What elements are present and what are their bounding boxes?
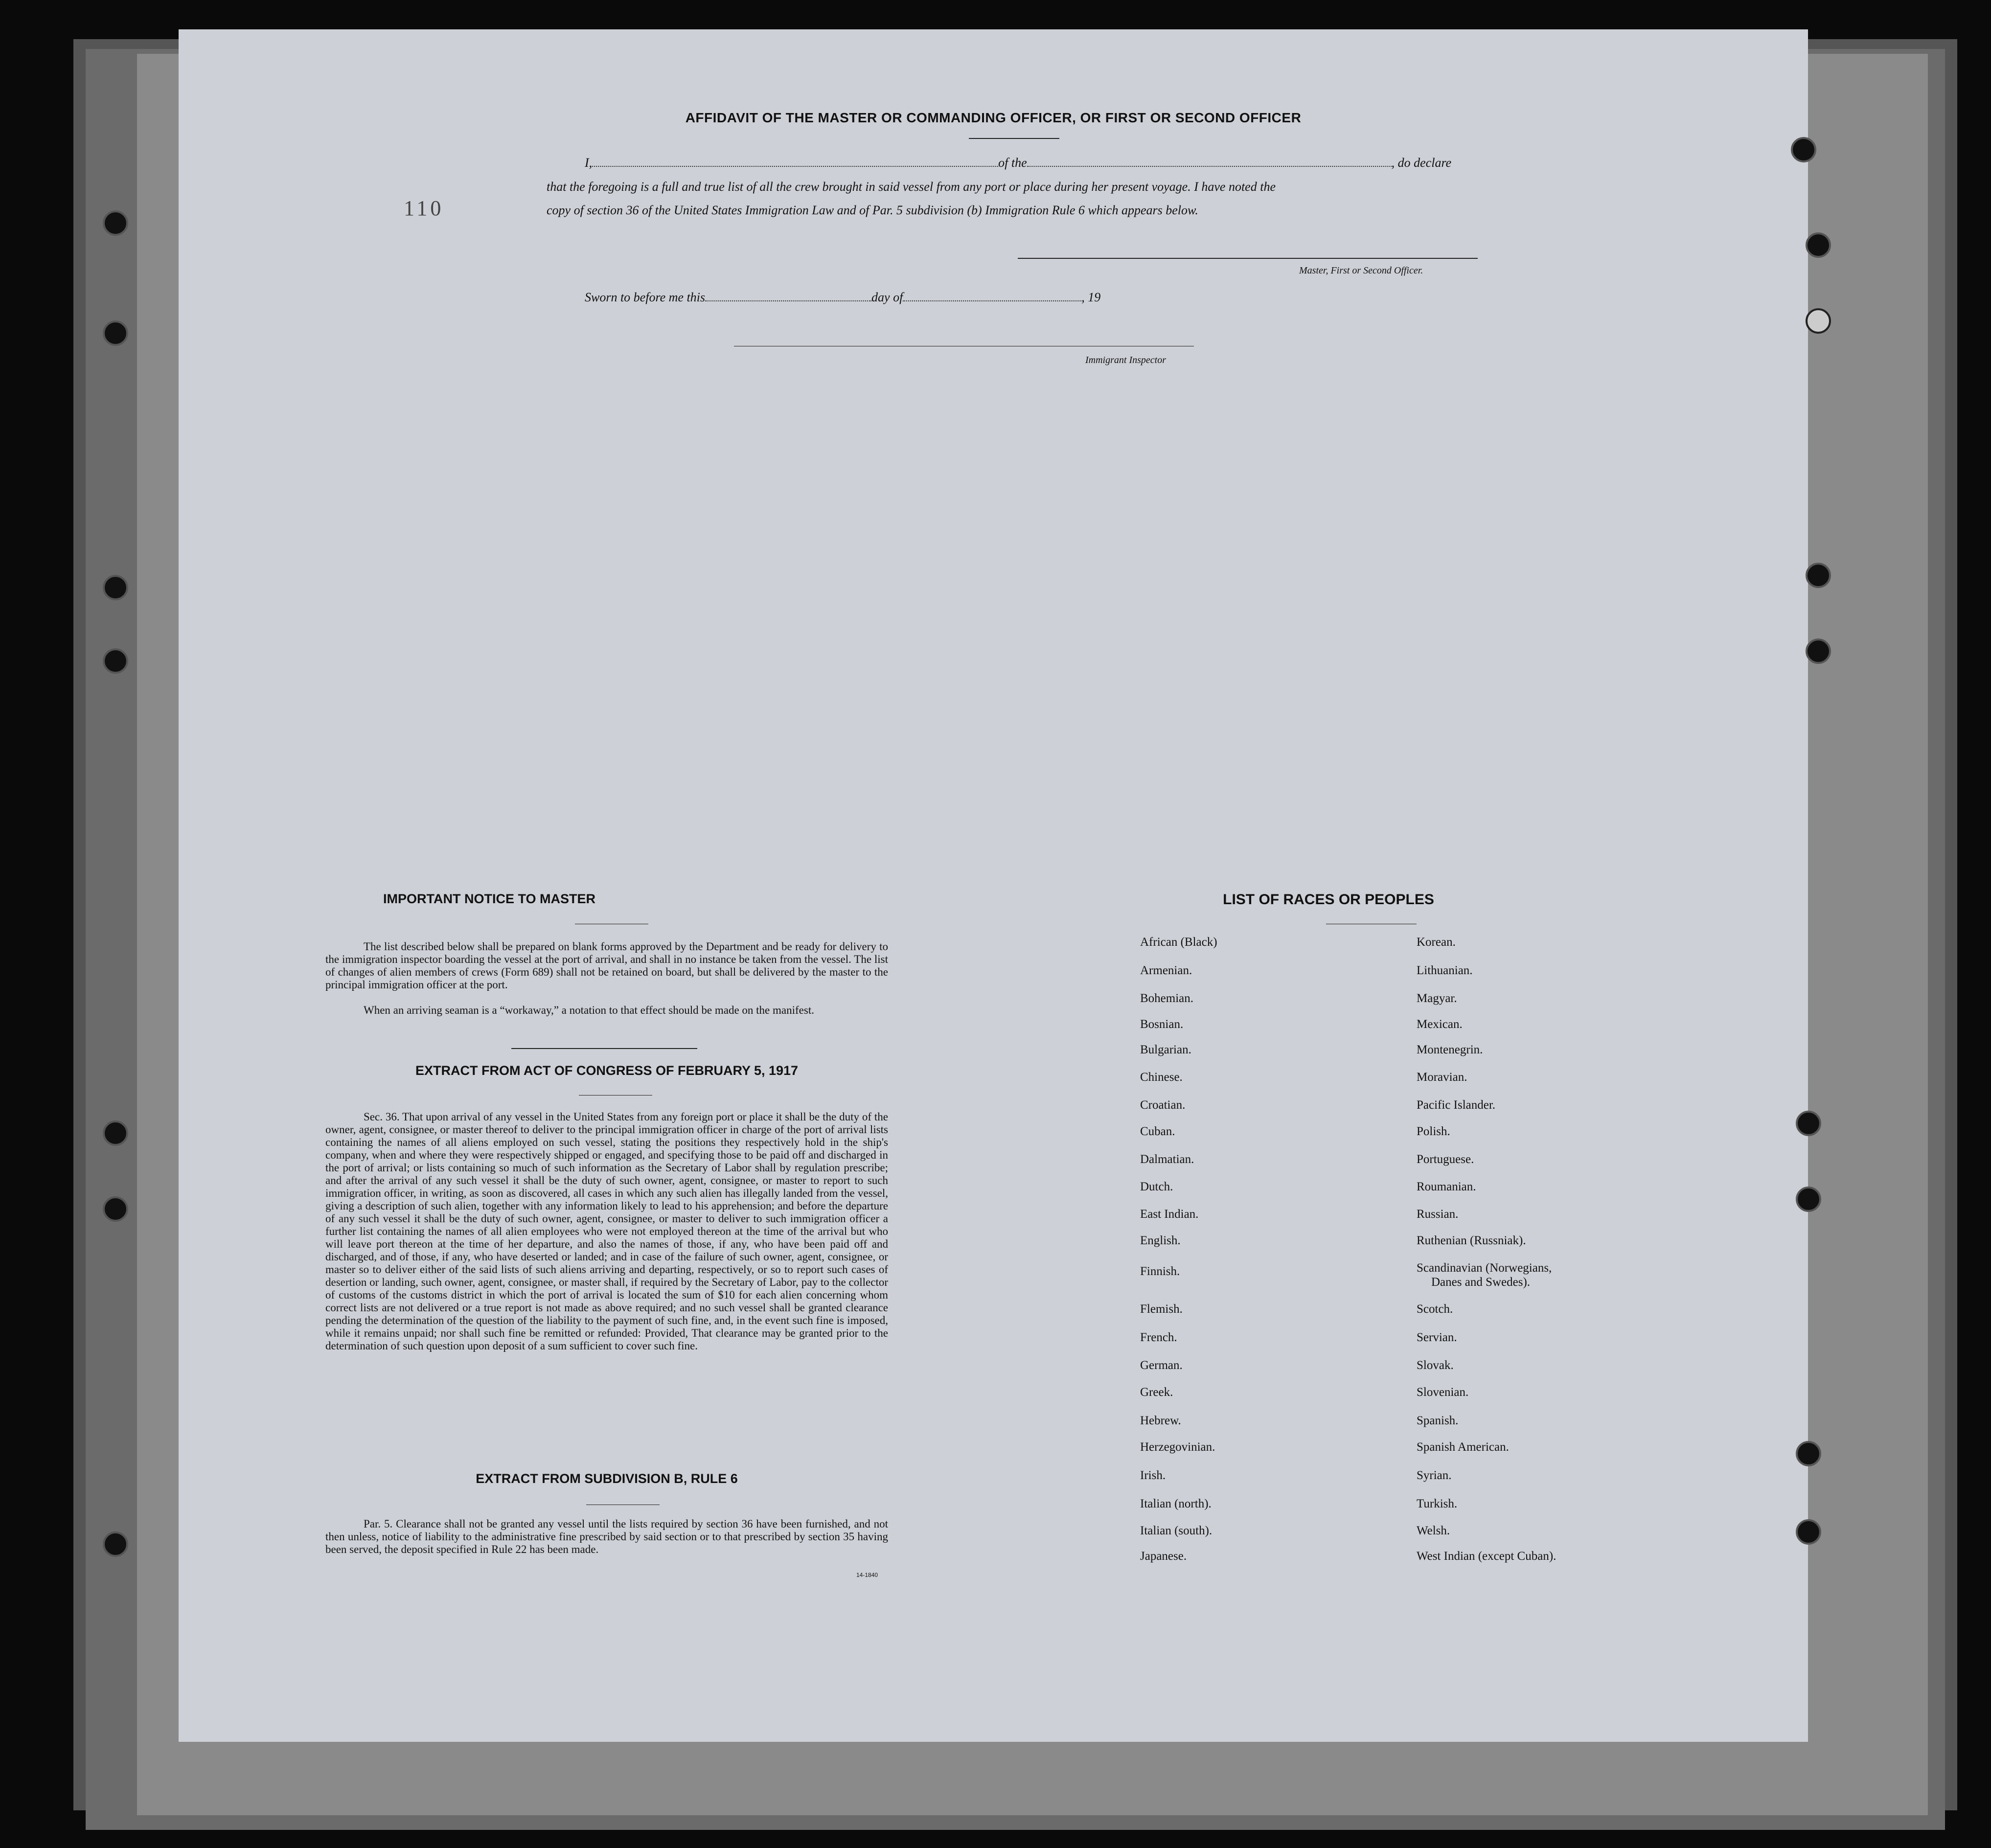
binder-hole — [1806, 308, 1831, 334]
binder-hole — [1796, 1111, 1821, 1136]
race-item: Dalmatian. — [1140, 1153, 1194, 1166]
race-item: Cuban. — [1140, 1125, 1175, 1138]
race-item: Hebrew. — [1140, 1414, 1181, 1427]
sworn-line — [585, 290, 1100, 305]
race-item: Herzegovinian. — [1140, 1440, 1215, 1454]
race-item: Italian (north). — [1140, 1497, 1212, 1510]
binder-hole — [1806, 563, 1831, 588]
race-item: Scotch. — [1417, 1302, 1453, 1316]
race-item: Moravian. — [1417, 1071, 1467, 1084]
race-item: Montenegrin. — [1417, 1043, 1483, 1056]
act-title: EXTRACT FROM ACT OF CONGRESS OF FEBRUARY 5, 1917 — [415, 1063, 799, 1078]
race-item: Ruthenian (Russniak). — [1417, 1234, 1526, 1247]
affidavit-of-the-label: of the — [998, 156, 1027, 170]
race-item: French. — [1140, 1331, 1177, 1344]
race-item: Spanish American. — [1417, 1440, 1509, 1454]
binder-hole — [103, 648, 128, 674]
affidavit-title: AFFIDAVIT OF THE MASTER OR COMMANDING OFFICER, OR FIRST OR SECOND OFFICER — [685, 110, 1302, 125]
race-item: Slovenian. — [1417, 1386, 1469, 1399]
affidavit-line-1 — [585, 156, 1661, 170]
act-divider — [511, 1048, 697, 1049]
affidavit-line-3: copy of section 36 of the United States Immigration Law and of Par. 5 subdivision (b) Immigration Rule 6 which appears below. — [547, 203, 1198, 217]
binder-hole — [1806, 639, 1831, 664]
vessel-blank[interactable] — [1027, 157, 1392, 167]
race-item: Magyar. — [1417, 992, 1457, 1005]
race-item: Korean. — [1417, 935, 1456, 949]
race-item: Welsh. — [1417, 1524, 1450, 1537]
race-item: Italian (south). — [1140, 1524, 1213, 1537]
sworn-day-of: day of — [871, 290, 903, 304]
race-item: Pacific Islander. — [1417, 1098, 1496, 1112]
sworn-prefix: Sworn to before me this — [585, 290, 706, 304]
race-item: English. — [1140, 1234, 1181, 1247]
sworn-year: , 19 — [1081, 290, 1101, 304]
binder-hole — [103, 1120, 128, 1146]
race-item: Scandinavian (Norwegians, — [1417, 1261, 1552, 1275]
race-item: Croatian. — [1140, 1098, 1186, 1112]
act-text: Sec. 36. That upon arrival of any vessel in the United States from any foreign port or place it shall be the duty of the owner, agent, consignee, or master thereof to deliver to the principal immigration officer in charge of the port of arrival lists containing the names of all aliens employed on such vessel, stating the positions they respectively hold in the ship's company, when and where they were respectively shipped or engaged, and specifying those to be paid off and discharged in the port of arrival; or lists containing so much of such information as the Secretary of Labor shall by regulation prescribe; and after the arrival of any such vessel it shall be the duty of such owner, agent, consignee, or master to report to such immigration officer, in writing, as soon as discovered, all cases in which any such alien has illegally landed from the vessel, giving a description of such alien, together with any information likely to lead to his apprehension; and before the departure of any such vessel it shall be the duty of such owner, agent, consignee, or master to deliver to such immigration officer a further list containing the names of all alien employees who were not employed thereon at the time of the arrival but who will leave port thereon at the time of her departure, and also the names of those, if any, who have been paid off and discharged, and of those, if any, who have deserted or landed; and in case of the failure of such owner, agent, consignee, or master so to deliver either of the said lists of such aliens arriving and departing, respectively, or so to report such cases of desertion or landing, such owner, agent, consignee, or master shall, if required by the Secretary of Labor, pay to the collector of customs of the customs district in which the port of arrival is located the sum of $10 for each alien concerning whom correct lists are not delivered or a true report is not made as above required; and no such vessel shall be granted clearance pending the determination of the question of the liability to the payment of such fine, and, in the event such fine is imposed, while it remains unpaid; nor shall such fine be remitted or refunded: Provided, That clearance may be granted prior to the determination of such question upon deposit of a sum sufficient to cover such fine. — [325, 1111, 888, 1352]
races-title: LIST OF RACES OR PEOPLES — [1223, 891, 1434, 908]
race-item: Greek. — [1140, 1386, 1173, 1399]
page-number: 110 — [404, 196, 444, 220]
binder-hole — [1791, 137, 1816, 162]
race-item: Irish. — [1140, 1469, 1166, 1482]
affidavit-line-2: that the foregoing is a full and true list of all the crew brought in said vessel from any port or place during her present voyage. I have noted the — [547, 180, 1276, 194]
binder-hole — [103, 320, 128, 346]
race-item: German. — [1140, 1359, 1183, 1372]
rule-title: EXTRACT FROM SUBDIVISION B, RULE 6 — [476, 1471, 738, 1486]
binder-hole — [1806, 232, 1831, 258]
race-item: Chinese. — [1140, 1071, 1183, 1084]
master-signature-label: Master, First or Second Officer. — [1299, 265, 1423, 276]
master-signature-line[interactable] — [1018, 258, 1478, 259]
race-item: Spanish. — [1417, 1414, 1459, 1427]
form-number: 14-1840 — [856, 1572, 878, 1578]
race-item: Bulgarian. — [1140, 1043, 1191, 1056]
binder-hole — [1796, 1441, 1821, 1466]
rule-text: Par. 5. Clearance shall not be granted any vessel until the lists required by section 36 have been furnished, and not then unless, notice of liability to the administrative fine prescribed by said section or to that prescribed by section 35 having been served, the deposit specified in Rule 22 has been made. — [325, 1518, 888, 1555]
race-item: Turkish. — [1417, 1497, 1458, 1510]
name-blank[interactable] — [592, 157, 998, 167]
race-item: Bohemian. — [1140, 992, 1194, 1005]
notice-title: IMPORTANT NOTICE TO MASTER — [383, 891, 595, 906]
sworn-month-blank[interactable] — [903, 292, 1081, 301]
inspector-label: Immigrant Inspector — [1085, 355, 1166, 365]
race-item: Armenian. — [1140, 964, 1192, 977]
race-item: Portuguese. — [1417, 1153, 1474, 1166]
race-item: Japanese. — [1140, 1550, 1187, 1563]
race-item: Mexican. — [1417, 1018, 1463, 1031]
race-item: East Indian. — [1140, 1208, 1199, 1221]
notice-para-1: The list described below shall be prepared on blank forms approved by the Department and be ready for delivery to the immigration inspector boarding the vessel at the port of arrival, and shall in no instance be taken from the vessel. The list of changes of alien members of crews (Form 689) shall not be retained on board, but shall be delivered by the master to the principal immigration officer at the port. — [325, 940, 888, 991]
notice-para-2: When an arriving seaman is a “workaway,” a notation to that effect should be made on the manifest. — [364, 1004, 814, 1016]
binder-hole — [103, 210, 128, 236]
affidavit-declare-label: , do declare — [1391, 156, 1452, 170]
race-scandinavian-line2: Danes and Swedes). — [1431, 1276, 1531, 1289]
binder-hole — [103, 1531, 128, 1557]
sworn-day-blank[interactable] — [705, 292, 871, 301]
race-item: Lithuanian. — [1417, 964, 1473, 977]
race-item: Finnish. — [1140, 1265, 1180, 1278]
race-item: Slovak. — [1417, 1359, 1454, 1372]
binder-hole — [103, 575, 128, 600]
race-item: Flemish. — [1140, 1302, 1183, 1316]
affidavit-i-label: I, — [585, 156, 593, 170]
binder-hole — [103, 1196, 128, 1222]
race-item: African (Black) — [1140, 935, 1217, 949]
race-item: Roumanian. — [1417, 1180, 1476, 1193]
binder-hole — [1796, 1519, 1821, 1545]
race-item: Russian. — [1417, 1208, 1459, 1221]
document-page — [179, 29, 1808, 1742]
race-item: Dutch. — [1140, 1180, 1173, 1193]
binder-hole — [1796, 1186, 1821, 1212]
race-item: Servian. — [1417, 1331, 1457, 1344]
title-rule — [969, 138, 1059, 139]
race-item: Polish. — [1417, 1125, 1450, 1138]
race-item: West Indian (except Cuban). — [1417, 1550, 1556, 1563]
race-item: Syrian. — [1417, 1469, 1452, 1482]
race-item: Bosnian. — [1140, 1018, 1184, 1031]
